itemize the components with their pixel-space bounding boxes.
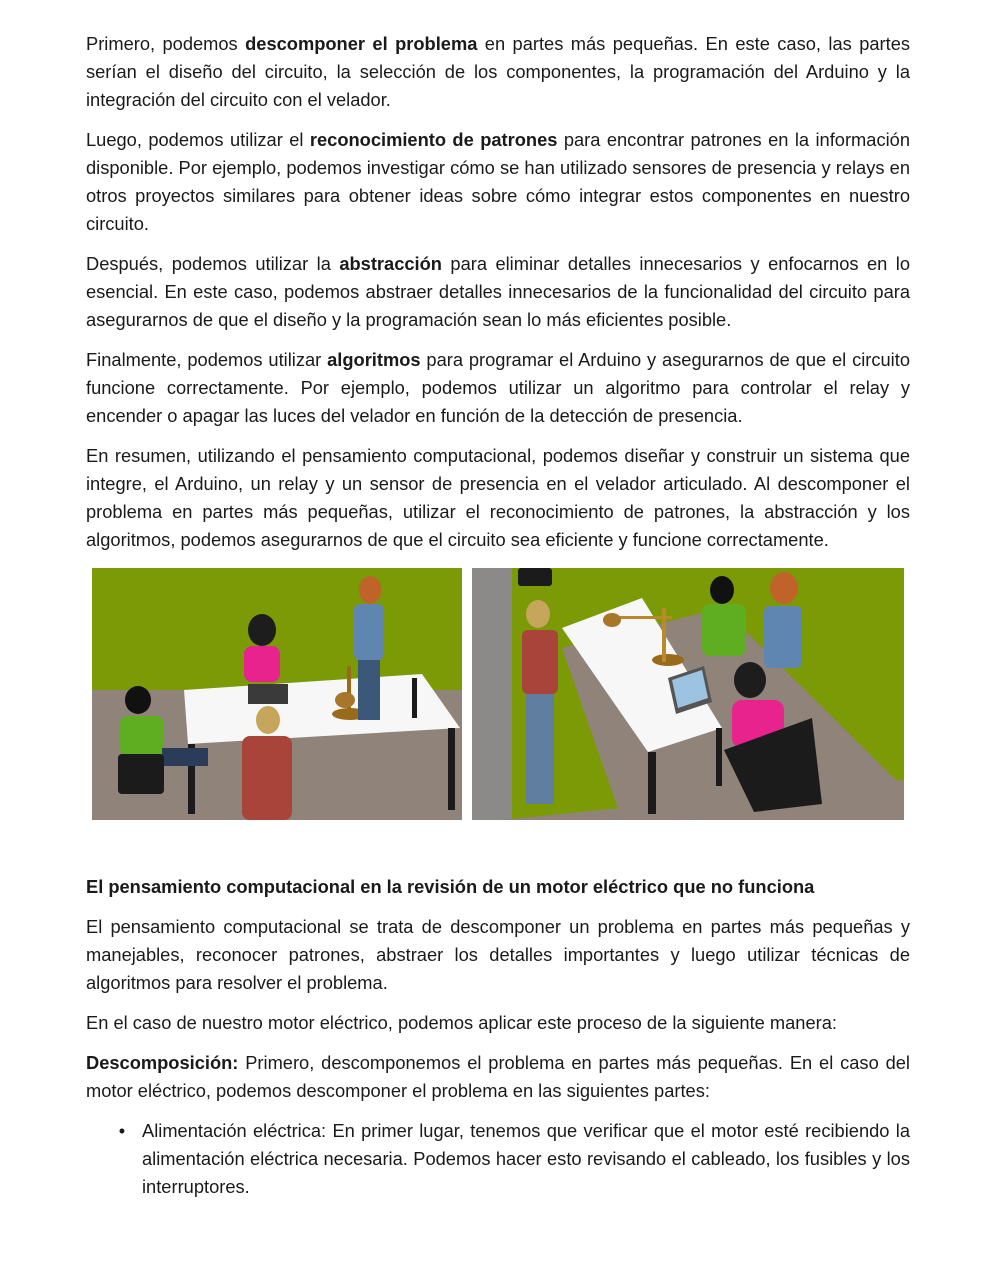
document-page [86,30,910,1201]
figures-row [86,568,910,823]
paragraph-descomposicion: Descomposición: Primero, descomponemos el problema en partes más pequeñas. En el caso del motor eléctrico, podemos descomponer el problema en las siguientes partes: [86,1052,910,1101]
bullet-list [86,1117,910,1201]
bullet-icon: • [118,1120,126,1141]
list-item: • Alimentación eléctrica: En primer lugar, tenemos que verificar que el motor esté recibiendo la alimentación eléctrica necesaria. Podemos hacer esto revisando el cableado, los fusibles y los interruptores. [86,1117,910,1201]
paragraph-descomponer: Primero, podemos descomponer el problema en partes más pequeñas. En este caso, las partes serían el diseño del circuito, la selección de los componentes, la programación del Arduino y la integración del circuito con el velador. [86,33,911,110]
paragraph-resumen: En resumen, utilizando el pensamiento computacional, podemos diseñar y construir un sistema que integre, el Arduino, un relay y un sensor de presencia en el velador articulado. Al descomponer el problema en partes más pequeñas, utilizar el reconocimiento de patrones, la abstracción y los algoritmos, podemos asegurarnos de que el circuito sea eficiente y funcione correctamente. [86,445,910,550]
paragraph-algoritmos: Finalmente, podemos utilizar algoritmos para programar el Arduino y asegurarnos de que el circuito funcione correctamente. Por ejemplo, podemos utilizar un algoritmo para controlar el relay y encender o apagar las luces del velador en función de la detección de presencia. [86,349,910,426]
paragraph-case-motor: En el caso de nuestro motor eléctrico, podemos aplicar este proceso de la siguiente manera: [86,1012,837,1033]
illustration-team-at-table [92,568,462,820]
paragraph-abstraccion: Después, podemos utilizar la abstracción para eliminar detalles innecesarios y enfocarnos en lo esencial. En este caso, podemos abstraer detalles innecesarios de la funcionalidad del circuito para asegurarnos de que el diseño y la programación sean lo más eficientes posible. [86,253,911,330]
paragraph-intro-motor: El pensamiento computacional se trata de descomponer un problema en partes más pequeñas y manejables, reconocer patrones, abstraer los detalles importantes y luego utilizar técnicas de algoritmos para resolver el problema. [86,916,910,993]
illustration-group-with-laptop [472,568,904,820]
section-heading-motor: El pensamiento computacional en la revisión de un motor eléctrico que no funciona [86,876,815,897]
paragraph-patrones: Luego, podemos utilizar el reconocimiento de patrones para encontrar patrones en la información disponible. Por ejemplo, podemos investigar cómo se han utilizado sensores de presencia y relays en otros proyectos similares para obtener ideas sobre cómo integrar estos componentes en nuestro circuito. [86,129,910,234]
